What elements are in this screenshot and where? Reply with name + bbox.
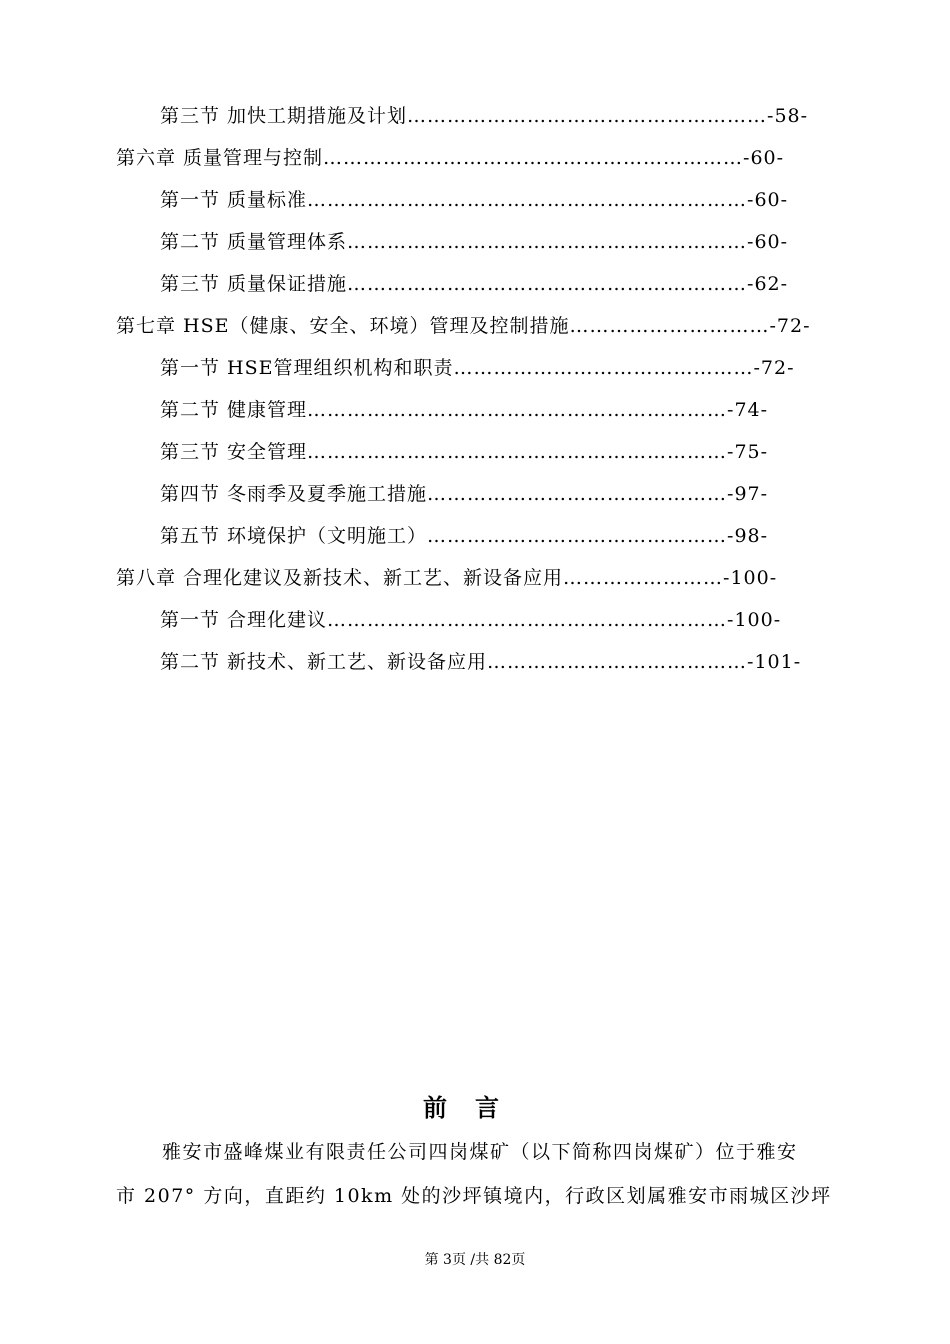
toc-entry: 第二节 健康管理………………………………………………………-74- bbox=[160, 399, 769, 421]
toc-entry: 第三节 质量保证措施……………………………………………………-62- bbox=[160, 273, 789, 295]
toc-entry: 第一节 HSE管理组织机构和职责………………………………………-72- bbox=[160, 357, 795, 379]
toc-entry: 第二节 新技术、新工艺、新设备应用…………………………………-101- bbox=[160, 651, 802, 673]
toc-entry: 第四节 冬雨季及夏季施工措施………………………………………-97- bbox=[160, 483, 769, 505]
toc-entry: 第一节 质量标准…………………………………………………………-60- bbox=[160, 189, 789, 211]
toc-entry: 第五节 环境保护（文明施工）………………………………………-98- bbox=[160, 525, 769, 547]
body-paragraph-line: 雅安市盛峰煤业有限责任公司四岗煤矿（以下简称四岗煤矿）位于雅安 bbox=[162, 1141, 798, 1163]
section-heading: 前言 bbox=[423, 1093, 527, 1122]
toc-entry: 第三节 加快工期措施及计划………………………………………………-58- bbox=[160, 105, 809, 127]
toc-entry: 第二节 质量管理体系……………………………………………………-60- bbox=[160, 231, 789, 253]
page-footer: 第 3页 /共 82页 bbox=[424, 1252, 526, 1268]
toc-entry: 第三节 安全管理………………………………………………………-75- bbox=[160, 441, 769, 463]
toc-entry: 第一节 合理化建议……………………………………………………-100- bbox=[160, 609, 782, 631]
toc-entry: 第八章 合理化建议及新技术、新工艺、新设备应用……………………-100- bbox=[116, 567, 778, 589]
toc-entry: 第六章 质量管理与控制………………………………………………………-60- bbox=[116, 147, 785, 169]
toc-entry: 第七章 HSE（健康、安全、环境）管理及控制措施…………………………-72- bbox=[116, 315, 811, 337]
body-paragraph-line: 市 207° 方向，直距约 10km 处的沙坪镇境内，行政区划属雅安市雨城区沙坪 bbox=[116, 1185, 832, 1207]
